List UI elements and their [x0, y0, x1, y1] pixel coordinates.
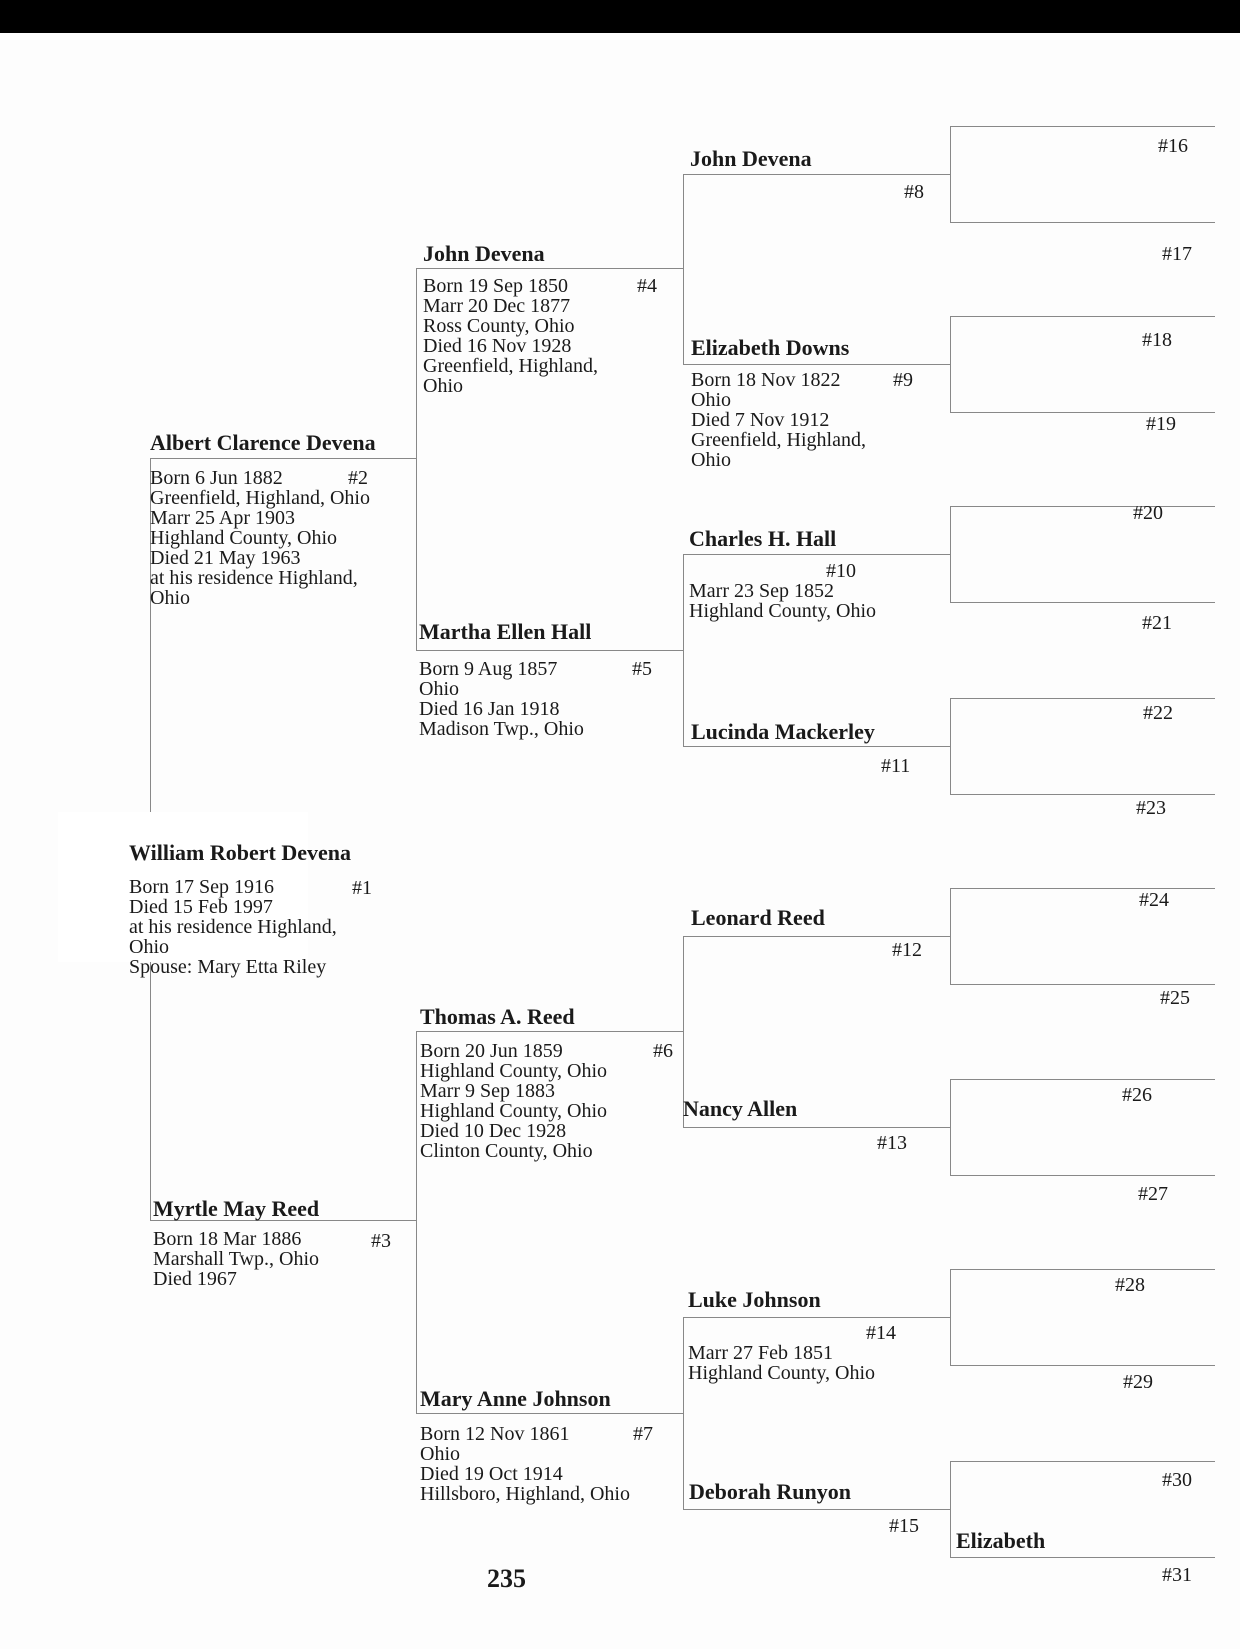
ancestor-slot-number: #16 [1158, 135, 1188, 157]
person-name: Deborah Runyon [689, 1479, 851, 1504]
person-detail-line: Died 16 Jan 1918 [419, 698, 560, 720]
ahnentafel-number: #15 [889, 1515, 919, 1537]
person-detail-line: Ohio [423, 375, 463, 397]
person-detail-line: Born 12 Nov 1861 [420, 1423, 570, 1445]
person-detail-line: Born 6 Jun 1882 [150, 467, 283, 489]
connector-line [950, 794, 1215, 795]
ancestor-slot-number: #31 [1162, 1564, 1192, 1586]
person-detail-line: Clinton County, Ohio [420, 1140, 593, 1162]
person-name: John Devena [423, 241, 545, 266]
connector-line [950, 126, 1215, 127]
connector-line [950, 1079, 951, 1175]
ahnentafel-number: #7 [633, 1423, 653, 1445]
connector-line [683, 554, 950, 555]
person-detail-line: Hillsboro, Highland, Ohio [420, 1483, 630, 1505]
person-detail-line: Marshall Twp., Ohio [153, 1248, 319, 1270]
person-detail-line: Ohio [150, 587, 190, 609]
person-detail-line: Born 18 Mar 1886 [153, 1228, 302, 1250]
person-name: Lucinda Mackerley [691, 719, 875, 744]
person-name: John Devena [690, 146, 812, 171]
person-detail-line: Ohio [420, 1443, 460, 1465]
person-detail-line: Greenfield, Highland, [423, 355, 598, 377]
ancestor-slot-number: #30 [1162, 1469, 1192, 1491]
ahnentafel-number: #8 [904, 181, 924, 203]
person-detail-line: Died 10 Dec 1928 [420, 1120, 567, 1142]
connector-line [950, 602, 1215, 603]
ahnentafel-number: #5 [632, 658, 652, 680]
person-detail-line: Died 21 May 1963 [150, 547, 301, 569]
person-detail-line: at his residence Highland, [150, 567, 358, 589]
ancestor-slot-number: #24 [1139, 889, 1169, 911]
connector-line [683, 554, 684, 746]
person-detail-line: Died 15 Feb 1997 [129, 896, 273, 918]
person-detail-line: Ohio [419, 678, 459, 700]
person-detail-line: Born 17 Sep 1916 [129, 876, 274, 898]
connector-line [950, 698, 1215, 699]
ancestor-slot-number: #19 [1146, 413, 1176, 435]
ancestor-slot-number: #21 [1142, 612, 1172, 634]
person-name: William Robert Devena [129, 840, 352, 865]
connector-line [950, 506, 1215, 507]
person-detail-line: Madison Twp., Ohio [419, 718, 584, 740]
ahnentafel-number: #4 [637, 275, 657, 297]
ahnentafel-number: #11 [881, 755, 911, 777]
person-detail-line: Greenfield, Highland, [691, 429, 866, 451]
connector-line [683, 1317, 950, 1318]
connector-line [683, 364, 950, 365]
connector-line [416, 268, 683, 269]
person-name: Nancy Allen [683, 1096, 798, 1121]
person-detail-line: Greenfield, Highland, Ohio [150, 487, 370, 509]
connector-line [416, 268, 417, 458]
connector-line [950, 316, 951, 412]
connector-line [950, 1269, 951, 1365]
person-detail-line: Highland County, Ohio [689, 600, 877, 622]
person-detail-line: Born 20 Jun 1859 [420, 1040, 563, 1062]
ancestor-slot-number: #28 [1115, 1274, 1145, 1296]
connector-line [950, 698, 951, 794]
person-detail-line: Highland County, Ohio [688, 1362, 876, 1384]
connector-line [416, 458, 417, 650]
ancestor-slot-number: #26 [1122, 1084, 1152, 1106]
person-name: Elizabeth Downs [691, 335, 850, 360]
ahnentafel-number: #2 [348, 467, 368, 489]
ahnentafel-number: #9 [893, 369, 913, 391]
person-name: Martha Ellen Hall [419, 619, 592, 644]
connector-line [950, 506, 951, 602]
person-detail-line: Ohio [691, 449, 731, 471]
person-detail-line: Spouse: Mary Etta Riley [129, 956, 327, 978]
connector-line [950, 1461, 951, 1557]
connector-line [950, 888, 1215, 889]
connector-line [683, 1127, 950, 1128]
connector-line [683, 174, 684, 364]
person-name: Albert Clarence Devena [150, 430, 376, 455]
connector-line [950, 888, 951, 984]
page-number: 235 [487, 1564, 526, 1593]
person-detail-line: Marr 9 Sep 1883 [420, 1080, 555, 1102]
person-detail-line: Ross County, Ohio [423, 315, 575, 337]
ahnentafel-number: #6 [653, 1040, 673, 1062]
connector-line [416, 1031, 417, 1220]
person-detail-line: Ohio [129, 936, 169, 958]
person-detail-line: Marr 25 Apr 1903 [150, 507, 295, 529]
connector-line [950, 984, 1215, 985]
ancestor-slot-number: #17 [1162, 243, 1192, 265]
person-detail-line: Born 19 Sep 1850 [423, 275, 568, 297]
connector-line [950, 1175, 1215, 1176]
connector-line [150, 962, 151, 1220]
person-detail-line: Died 19 Oct 1914 [420, 1463, 563, 1485]
person-detail-line: Marr 20 Dec 1877 [423, 295, 571, 317]
ahnentafel-number: #3 [371, 1230, 391, 1252]
connector-line [950, 1557, 1215, 1558]
connector-line [950, 1269, 1215, 1270]
connector-line [683, 746, 950, 747]
connector-line [950, 316, 1215, 317]
ahnentafel-number: #13 [877, 1132, 907, 1154]
ancestor-slot-number: #23 [1136, 797, 1166, 819]
connector-line [950, 126, 951, 222]
connector-line [683, 1509, 950, 1510]
connector-line [416, 1031, 683, 1032]
ancestor-slot-number: #20 [1133, 502, 1163, 524]
person-name: Leonard Reed [691, 905, 825, 930]
person-detail-line: Marr 23 Sep 1852 [689, 580, 834, 602]
connector-line [950, 1079, 1215, 1080]
ahnentafel-number: #10 [826, 560, 856, 582]
person-detail-line: Died 16 Nov 1928 [423, 335, 572, 357]
connector-line [416, 1220, 417, 1413]
top-black-bar [0, 0, 1240, 33]
ancestor-slot-number: #22 [1143, 702, 1173, 724]
ahnentafel-number: #12 [892, 939, 922, 961]
connector-line [950, 222, 1215, 223]
person-name: Thomas A. Reed [420, 1004, 575, 1029]
person-name: Charles H. Hall [689, 526, 837, 551]
connector-line [416, 650, 683, 651]
person-name: Luke Johnson [688, 1287, 821, 1312]
person-detail-line: Highland County, Ohio [150, 527, 338, 549]
connector-line [416, 1413, 683, 1414]
connector-line [950, 1365, 1215, 1366]
person-detail-line: Born 18 Nov 1822 [691, 369, 841, 391]
connector-line [150, 458, 416, 459]
person-detail-line: Died 1967 [153, 1268, 237, 1290]
connector-line [683, 174, 950, 175]
ancestor-slot-number: #25 [1160, 987, 1190, 1009]
person-detail-line: at his residence Highland, [129, 916, 337, 938]
person-name: Myrtle May Reed [153, 1196, 320, 1221]
ancestor-slot-name: Elizabeth [956, 1528, 1046, 1553]
person-detail-line: Born 9 Aug 1857 [419, 658, 558, 680]
person-name: Mary Anne Johnson [420, 1386, 611, 1411]
connector-line [683, 936, 950, 937]
connector-line [950, 1461, 1215, 1462]
person-detail-line: Died 7 Nov 1912 [691, 409, 830, 431]
ancestor-slot-number: #27 [1138, 1183, 1168, 1205]
person-detail-line: Highland County, Ohio [420, 1100, 608, 1122]
ancestor-slot-number: #18 [1142, 329, 1172, 351]
person-detail-line: Ohio [691, 389, 731, 411]
person-detail-line: Marr 27 Feb 1851 [688, 1342, 833, 1364]
ahnentafel-number: #14 [866, 1322, 896, 1344]
connector-line [683, 1317, 684, 1509]
ahnentafel-number: #1 [352, 877, 372, 899]
person-detail-line: Highland County, Ohio [420, 1060, 608, 1082]
ancestor-slot-number: #29 [1123, 1371, 1153, 1393]
